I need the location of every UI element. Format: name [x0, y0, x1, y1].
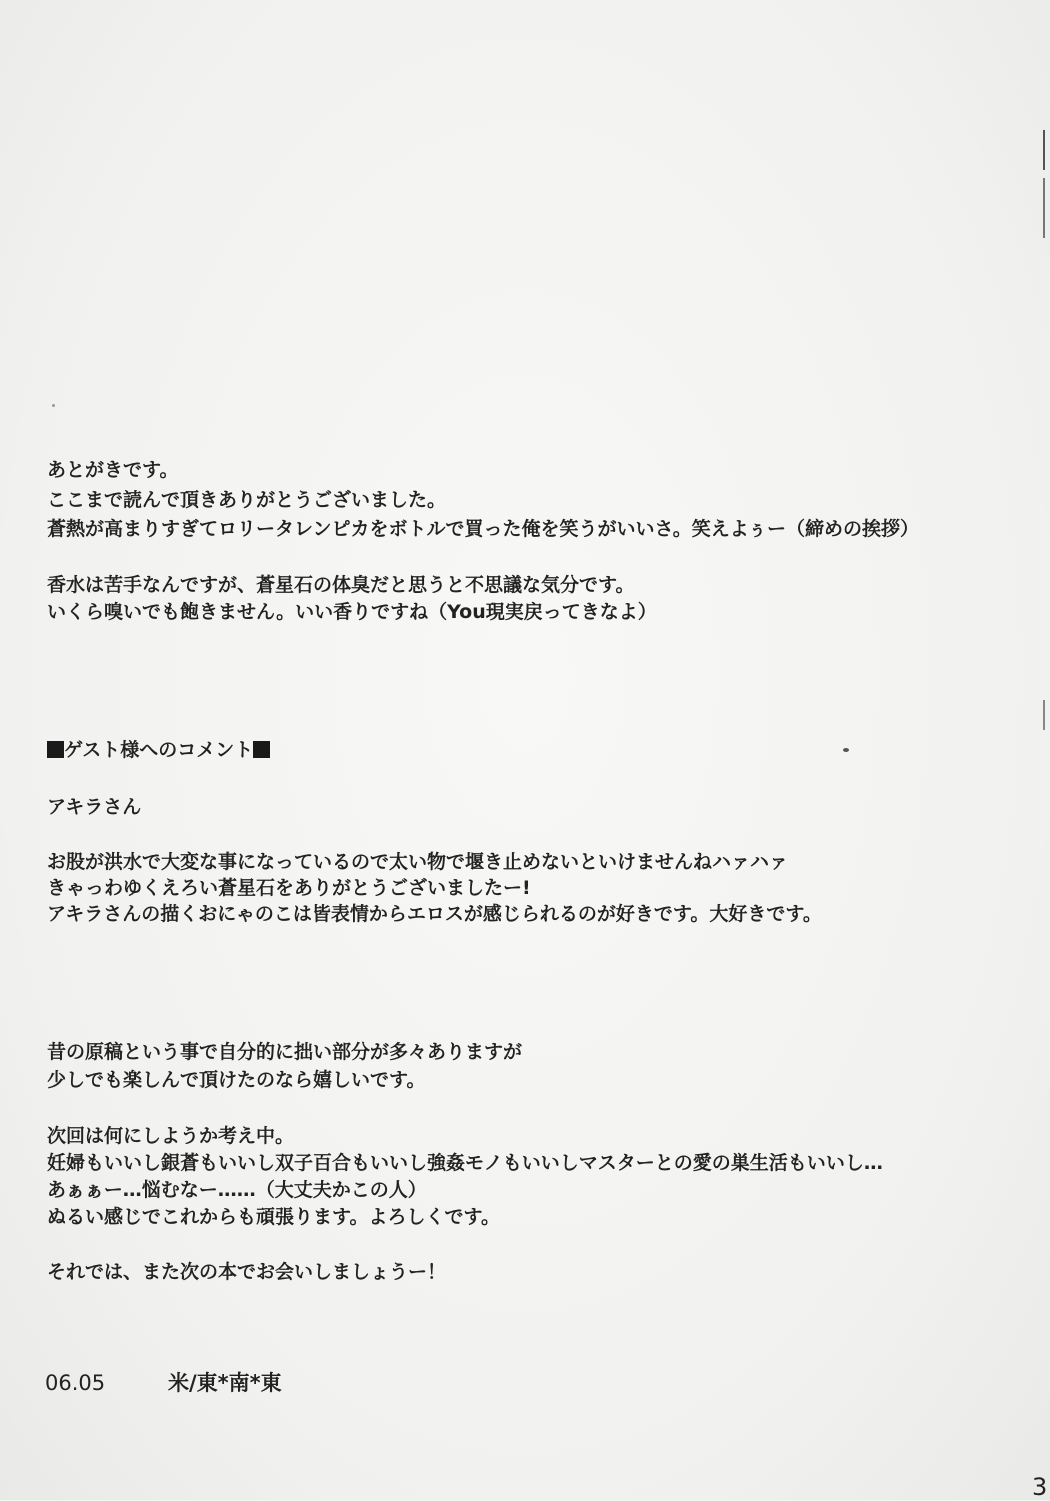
closing-line: それでは、また次の本でお会いしましょうー！ — [47, 1261, 447, 1283]
page-number: 3 — [1032, 1473, 1048, 1501]
square-bullet-icon — [47, 741, 64, 758]
square-bullet-icon — [253, 741, 270, 758]
afterword-line: ここまで読んで頂きありがとうございました。 — [47, 489, 447, 511]
guest-line: きゃっわゆくえろい蒼星石をありがとうございましたー! — [47, 877, 531, 899]
guest-heading-text: ゲスト様へのコメント — [64, 739, 254, 761]
scan-speck — [843, 748, 849, 752]
closing-line: 昔の原稿という事で自分的に拙い部分が多々ありますが — [47, 1041, 523, 1063]
scan-speck — [52, 404, 55, 407]
closing-line: 少しでも楽しんで頂けたのなら嬉しいです。 — [47, 1069, 426, 1091]
guest-name: アキラさん — [47, 796, 142, 818]
afterword-line: あとがきです。 — [47, 459, 179, 481]
closing-line: ぬるい感じでこれからも頑張ります。よろしくです。 — [47, 1206, 500, 1228]
scan-edge-mark — [1043, 700, 1045, 730]
afterword-line: 香水は苦手なんですが、蒼星石の体臭だと思うと不思議な気分です。 — [47, 574, 635, 596]
footer-date: 06.05 — [45, 1371, 106, 1395]
afterword-line: 蒼熱が高まりすぎてロリータレンピカをボトルで買った俺を笑うがいいさ。笑えよぅー（締めの挨拶） — [47, 518, 920, 540]
closing-line: あぁぁー…悩むなー……（大丈夫かこの人） — [47, 1179, 427, 1201]
closing-line: 妊婦もいいし銀蒼もいいし双子百合もいいし強姦モノもいいしマスターとの愛の巣生活もいいし… — [47, 1152, 883, 1174]
footer-author: 米/東*南*東 — [168, 1371, 282, 1395]
afterword-line: いくら嗅いでも飽きません。いい香りですね（You現実戻ってきなよ） — [47, 601, 657, 623]
closing-line: 次回は何にしようか考え中。 — [47, 1125, 295, 1147]
scan-edge-mark — [1043, 178, 1045, 238]
guest-line: お股が洪水で大変な事になっているので太い物で堰き止めないといけませんねハァハァ — [47, 851, 789, 873]
guest-line: アキラさんの描くおにゃのこは皆表情からエロスが感じられるのが好きです。大好きです。 — [47, 903, 822, 925]
scan-edge-mark — [1043, 130, 1045, 170]
guest-heading — [47, 738, 270, 762]
